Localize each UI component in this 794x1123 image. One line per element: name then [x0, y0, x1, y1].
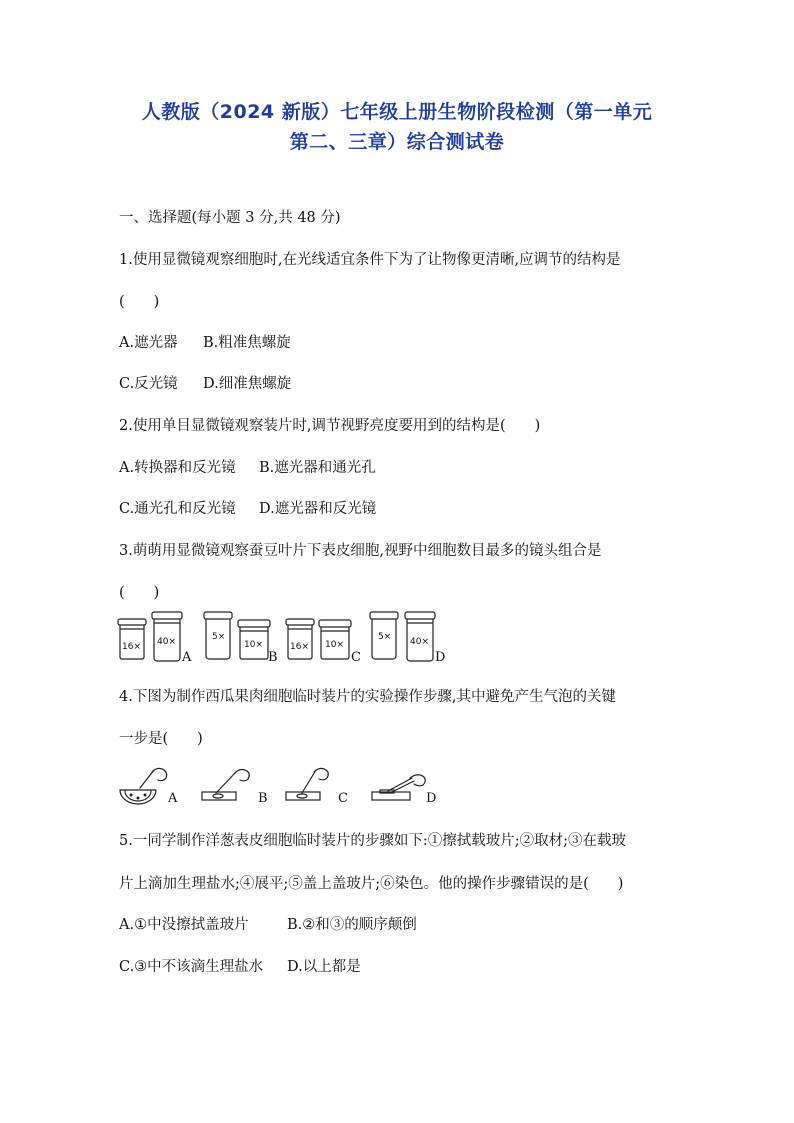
q5-option-d[interactable]: D.以上都是 [287, 959, 361, 975]
q4-stem: 4.下图为制作西瓜果肉细胞临时装片的实验操作步骤,其中避免产生气泡的关键 [119, 689, 616, 705]
q4-stem-line2: 一步是( ) [119, 731, 203, 747]
lens-b1-label: 5× [212, 632, 226, 642]
q2-stem: 2.使用单目显微镜观察装片时,调节视野亮度要用到的结构是( ) [119, 418, 541, 434]
slide-steps-illustration [116, 762, 446, 808]
q1-option-b[interactable]: B.粗准焦螺旋 [203, 335, 291, 351]
q3-figure-label-a: A [182, 650, 192, 665]
q3-figure-label-c: C [351, 650, 361, 665]
lens-a2-label: 40× [157, 637, 176, 647]
q3-stem-bracket: ( ) [119, 585, 160, 601]
q2-option-c[interactable]: C.通光孔和反光镜 [119, 501, 236, 517]
q5-option-row-2 [119, 955, 361, 976]
q1-option-c[interactable]: C.反光镜 [119, 376, 178, 392]
q2-option-a[interactable]: A.转换器和反光镜 [119, 460, 236, 476]
page-title-line2: 第二、三章）综合测试卷 [289, 131, 505, 153]
q3-lens-figure [116, 609, 456, 665]
q1-option-d[interactable]: D.细准焦螺旋 [203, 376, 292, 392]
slide-b-icon [202, 770, 249, 800]
lens-a1-label: 16× [122, 642, 141, 652]
lens-illustration [116, 609, 456, 665]
q1-stem-bracket: ( ) [119, 294, 160, 310]
q5-option-row-1 [119, 913, 417, 934]
section-heading: 一、选择题(每小题 3 分,共 48 分) [119, 210, 341, 226]
q2-option-row-1 [119, 456, 376, 477]
q1-option-row-1 [119, 331, 291, 352]
q5-option-c[interactable]: C.③中不该滴生理盐水 [119, 959, 264, 975]
q4-figure-label-a: A [168, 791, 178, 806]
q4-figure-label-b: B [258, 791, 268, 806]
lens-c2-label: 10× [325, 640, 344, 650]
q3-stem: 3.萌萌用显微镜观察蚕豆叶片下表皮细胞,视野中细胞数目最多的镜头组合是 [119, 543, 602, 559]
q4-figure-label-c: C [338, 791, 348, 806]
q4-figure-label-d: D [426, 791, 437, 806]
q1-option-row-2 [119, 372, 292, 393]
q5-option-a[interactable]: A.①中没擦拭盖玻片 [119, 917, 249, 933]
lens-b2-label: 10× [244, 640, 263, 650]
lens-d2-label: 40× [410, 637, 429, 647]
q4-step-figure [116, 762, 446, 808]
lens-a1-icon [118, 619, 146, 659]
q2-option-row-2 [119, 497, 377, 518]
slide-d-icon [372, 775, 425, 800]
slide-c-icon [286, 768, 328, 800]
watermelon-icon [120, 768, 167, 804]
lens-c1-label: 16× [290, 642, 309, 652]
q5-option-b[interactable]: B.②和③的顺序颠倒 [287, 917, 417, 933]
q2-option-d[interactable]: D.遮光器和反光镜 [259, 501, 377, 517]
q5-stem: 5.一同学制作洋葱表皮细胞临时装片的步骤如下:①擦拭载玻片;②取材;③在载玻 [119, 833, 626, 849]
q5-stem-line2: 片上滴加生理盐水;④展平;⑤盖上盖玻片;⑥染色。他的操作步骤错误的是( ) [119, 876, 624, 892]
lens-d1-label: 5× [378, 632, 392, 642]
q1-option-a[interactable]: A.遮光器 [119, 335, 178, 351]
q1-stem: 1.使用显微镜观察细胞时,在光线适宜条件下为了让物像更清晰,应调节的结构是 [119, 252, 621, 268]
q3-figure-label-b: B [268, 650, 278, 665]
q2-option-b[interactable]: B.遮光器和通光孔 [259, 460, 376, 476]
lens-c1-icon [286, 619, 314, 659]
q3-figure-label-d: D [435, 650, 446, 665]
page-title-line1: 人教版（2024 新版）七年级上册生物阶段检测（第一单元 [141, 101, 653, 123]
